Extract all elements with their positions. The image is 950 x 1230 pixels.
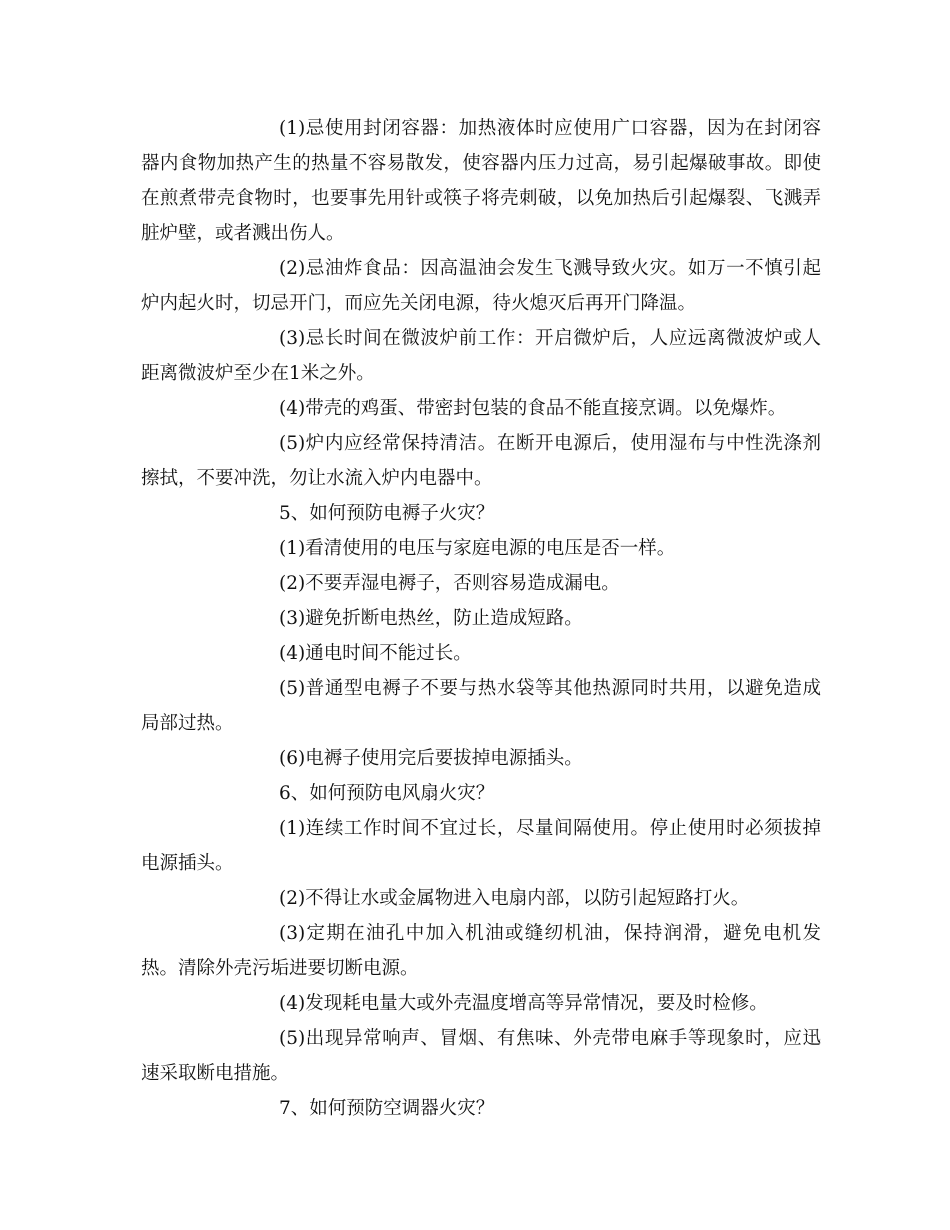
- paragraph-blanket-wire: (3)避免折断电热丝，防止造成短路。: [279, 608, 583, 629]
- paragraph-fan-inspection: (4)发现耗电量大或外壳温度增高等异常情况，要及时检修。: [279, 993, 768, 1014]
- paragraph-blanket-unplug: (6)电褥子使用完后要拔掉电源插头。: [279, 748, 583, 769]
- paragraph-fan-abnormal: (5)出现异常响声、冒烟、有焦味、外壳带电麻手等现象时，应迅速采取断电措施。: [141, 1028, 821, 1084]
- section-heading-air-conditioner: 7、如何预防空调器火灾？: [279, 1098, 495, 1119]
- paragraph-microwave-cleaning: (5)炉内应经常保持清洁。在断开电源后，使用湿布与中性洗涤剂擦拭，不要冲洗，勿让水流入炉内电器中。: [141, 433, 821, 489]
- paragraph-blanket-voltage: (1)看清使用的电压与家庭电源的电压是否一样。: [279, 538, 676, 559]
- paragraph-microwave-distance: (3)忌长时间在微波炉前工作：开启微炉后，人应远离微波炉或人距离微波炉至少在1米之外。: [141, 328, 821, 384]
- paragraph-blanket-moisture: (2)不要弄湿电褥子，否则容易造成漏电。: [279, 573, 620, 594]
- section-heading-electric-fan: 6、如何预防电风扇火灾？: [279, 783, 495, 804]
- paragraph-fan-duration: (1)连续工作时间不宜过长，尽量间隔使用。停止使用时必须拔掉电源插头。: [141, 818, 821, 874]
- paragraph-blanket-duration: (4)通电时间不能过长。: [279, 643, 472, 664]
- document-body: [141, 111, 821, 1126]
- paragraph-fan-water-metal: (2)不得让水或金属物进入电扇内部，以防引起短路打火。: [279, 888, 750, 909]
- paragraph-fan-lubrication: (3)定期在油孔中加入机油或缝纫机油，保持润滑，避免电机发热。清除外壳污垢进要切断电源。: [141, 923, 821, 979]
- paragraph-microwave-frying: (2)忌油炸食品：因高温油会发生飞溅导致火灾。如万一不慎引起炉内起火时，切忌开门，而应先关闭电源，待火熄灭后再开门降温。: [141, 258, 821, 314]
- section-heading-electric-blanket: 5、如何预防电褥子火灾？: [279, 503, 495, 524]
- paragraph-microwave-closed-container: (1)忌使用封闭容器：加热液体时应使用广口容器，因为在封闭容器内食物加热产生的热量不容易散发，使容器内压力过高，易引起爆破事故。即使在煎煮带壳食物时，也要事先用针或筷子将壳刺破，以免加热后引起爆裂、飞溅弄脏炉壁，或者溅出伤人。: [141, 118, 821, 244]
- paragraph-blanket-heat-source: (5)普通型电褥子不要与热水袋等其他热源同时共用，以避免造成局部过热。: [141, 678, 821, 734]
- paragraph-microwave-eggs: (4)带壳的鸡蛋、带密封包装的食品不能直接烹调。以免爆炸。: [279, 398, 787, 419]
